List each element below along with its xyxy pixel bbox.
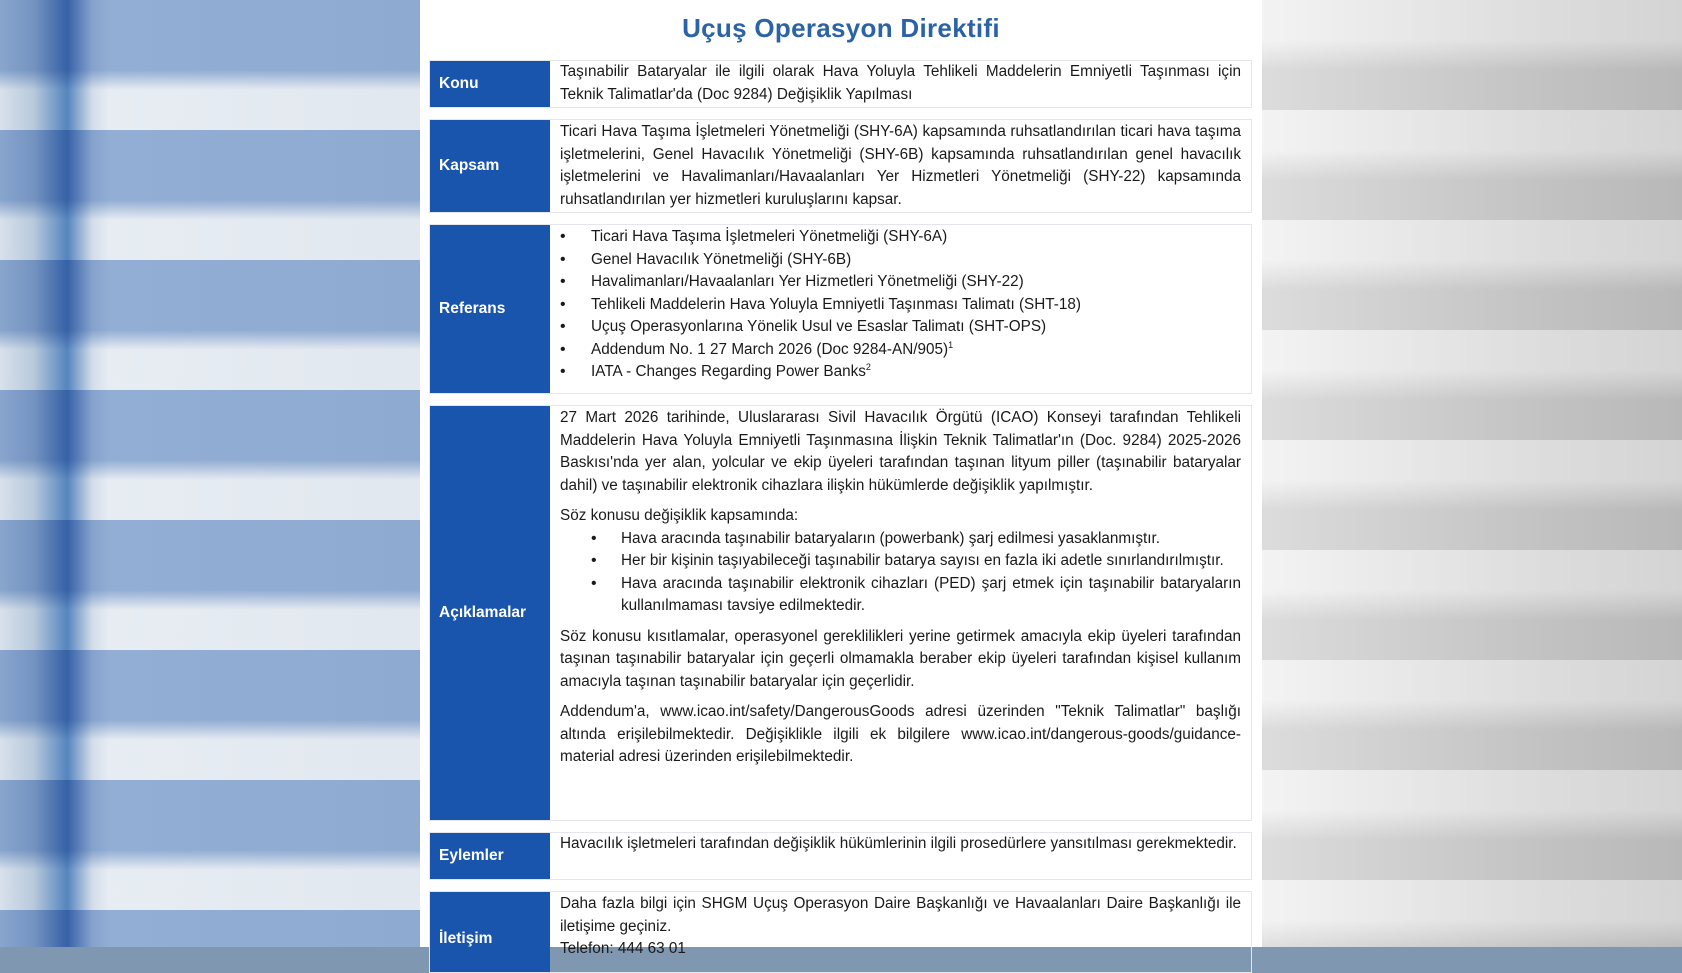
reference-item: • Tehlikeli Maddelerin Hava Yoluyla Emniyetli Taşınması Talimatı (SHT-18) bbox=[560, 294, 1241, 317]
row-label-referans: Referans bbox=[430, 225, 550, 393]
konu-text: Taşınabilir Bataryalar ile ilgili olarak Hava Yoluyla Tehlikeli Maddelerin Emniyetli Taşınması için Teknik Talimatlar'da (Doc 9284) Değişiklik Yapılması bbox=[560, 63, 1241, 103]
iletisim-phone: Telefon: 444 63 01 bbox=[560, 940, 686, 957]
reference-item: • Ticari Hava Taşıma İşletmeleri Yönetmeliği (SHY-6A) bbox=[560, 226, 1241, 249]
row-label-konu: Konu bbox=[430, 61, 550, 107]
row-label-eylemler: Eylemler bbox=[430, 833, 550, 879]
directive-document bbox=[420, 0, 1262, 957]
reference-item: • Havalimanları/Havaalanları Yer Hizmetleri Yönetmeliği (SHY-22) bbox=[560, 271, 1241, 294]
footnote-marker: 2 bbox=[865, 361, 871, 372]
change-list bbox=[560, 528, 1241, 618]
reference-item: • Uçuş Operasyonlarına Yönelik Usul ve Esaslar Talimatı (SHT-OPS) bbox=[560, 316, 1241, 339]
reference-list bbox=[560, 226, 1241, 384]
row-iletisim bbox=[429, 891, 1252, 973]
row-kapsam bbox=[429, 119, 1252, 213]
change-item: • Hava aracında taşınabilir elektronik cihazları (PED) şarj etmek için taşınabilir bataryaların kullanılmaması tavsiye edilmektedir. bbox=[560, 573, 1241, 618]
aciklamalar-paragraph: Söz konusu kısıtlamalar, operasyonel gereklilikleri yerine getirmek amacıyla ekip üyeleri tarafından taşınan taşınabilir bataryalar için geçerli olmamakla beraber ekip üyeleri tarafından kişisel kullanım amacıyla taşınan taşınabilir bataryalar için geçerlidir. bbox=[560, 627, 1241, 690]
row-label-iletisim: İletişim bbox=[430, 892, 550, 972]
aciklamalar-paragraph: 27 Mart 2026 tarihinde, Uluslararası Sivil Havacılık Örgütü (ICAO) Konseyi tarafından Tehlikeli Maddelerin Hava Yoluyla Emniyetli Taşınmasına İlişkin Teknik Talimatlar'ın (Doc. 9284) 2025-2026 Baskısı'nda yer alan, yolcular ve ekip üyeleri tarafından taşınan lityum piller (taşınabilir bataryalar dahil) ve taşınabilir elektronik cihazlara ilişkin hükümlerde değişiklik yapılmıştır. bbox=[560, 409, 1241, 494]
reference-item-text: IATA - Changes Regarding Power Banks bbox=[591, 363, 866, 380]
eylemler-text: Havacılık işletmeleri tarafından değişiklik hükümlerinin ilgili prosedürlere yansıtılması gerekmektedir. bbox=[560, 835, 1237, 852]
reference-item-addendum bbox=[560, 339, 1241, 362]
aciklamalar-paragraph: Söz konusu değişiklik kapsamında: bbox=[560, 507, 799, 524]
row-konu bbox=[429, 60, 1252, 108]
reference-item-iata bbox=[560, 361, 1241, 384]
row-eylemler bbox=[429, 832, 1252, 880]
row-label-aciklamalar: Açıklamalar bbox=[430, 406, 550, 820]
kapsam-text: Ticari Hava Taşıma İşletmeleri Yönetmeliği (SHY-6A) kapsamında ruhsatlandırılan ticari hava taşıma işletmelerini, Genel Havacılık Yönetmeliği (SHY-6B) kapsamında ruhsatlandırılan genel havacılık işletmelerini ve Havalimanları/Havaalanları Yer Hizmetleri Yönetmeliği (SHY-22) kapsamında ruhsatlandırılan yer hizmetleri kuruluşlarını kapsar. bbox=[560, 123, 1241, 208]
aciklamalar-paragraph: Addendum'a, www.icao.int/safety/DangerousGoods adresi üzerinden "Teknik Talimatlar" başlığı altında erişilebilmektedir. Değişiklikle ilgili ek bilgilere www.icao.int/dangerous-goods/guidance-material adresi üzerinden erişilebilmektedir. bbox=[560, 703, 1241, 765]
row-aciklamalar bbox=[429, 405, 1252, 821]
document-title: Uçuş Operasyon Direktifi bbox=[682, 13, 1000, 43]
row-label-kapsam: Kapsam bbox=[430, 120, 550, 212]
footnote-marker: 1 bbox=[948, 339, 954, 350]
blurred-background-right bbox=[1262, 0, 1682, 947]
reference-item-text: Addendum No. 1 27 March 2026 (Doc 9284-AN/905) bbox=[591, 340, 949, 358]
row-referans bbox=[429, 224, 1252, 394]
change-item: • Hava aracında taşınabilir bataryaların (powerbank) şarj edilmesi yasaklanmıştır. bbox=[560, 528, 1241, 551]
iletisim-text: Daha fazla bilgi için SHGM Uçuş Operasyon Daire Başkanlığı ve Havaalanları Daire Başkanlığı ile iletişime geçiniz. bbox=[560, 895, 1241, 935]
blurred-background-left bbox=[0, 0, 420, 947]
change-item: • Her bir kişinin taşıyabileceği taşınabilir batarya sayısı en fazla iki adetle sınırlandırılmıştır. bbox=[560, 550, 1241, 573]
reference-item: • Genel Havacılık Yönetmeliği (SHY-6B) bbox=[560, 249, 1241, 272]
